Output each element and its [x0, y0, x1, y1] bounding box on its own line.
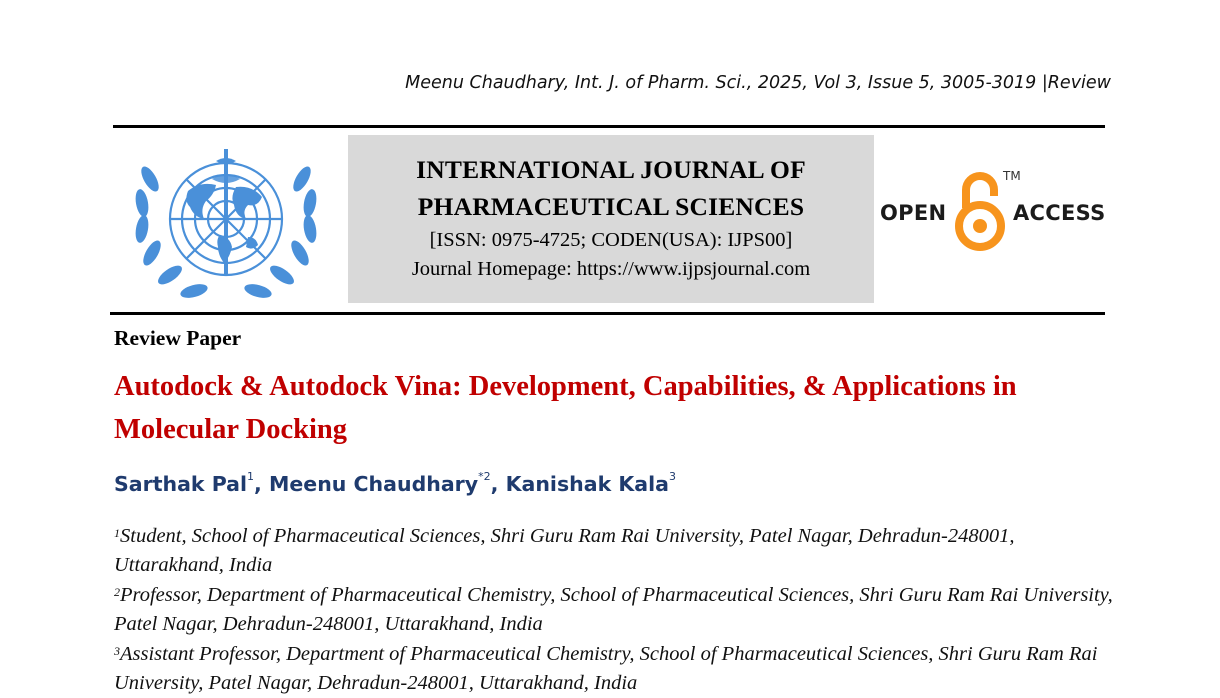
affiliation — [114, 522, 1114, 580]
running-header-citation: Meenu Chaudhary, Int. J. of Pharm. Sci., 2025, Vol 3, Issue 5, 3005-3019 |Review — [405, 73, 1111, 93]
open-access-logo — [880, 168, 1110, 252]
affiliation — [114, 640, 1114, 698]
author-separator: , — [490, 472, 506, 496]
author-name[interactable]: Sarthak Pal — [114, 472, 248, 496]
open-access-open-text: OPEN — [880, 201, 947, 225]
article-type: Review Paper — [114, 326, 242, 350]
author-list — [114, 472, 676, 496]
affiliation-text: Student, School of Pharmaceutical Sciences, Shri Guru Ram Rai University, Patel Nagar, Dehradun-248001, Uttarakhand, India — [114, 525, 1015, 576]
author-affiliation-mark: 3 — [668, 470, 676, 483]
journal-homepage-link[interactable]: Journal Homepage: https://www.ijpsjournal.com — [411, 258, 811, 280]
author-name[interactable]: Meenu Chaudhary — [268, 472, 479, 496]
header-rule-top — [113, 125, 1105, 128]
affiliation-number: 2 — [114, 585, 120, 599]
affiliation — [114, 581, 1114, 639]
journal-title-line2: PHARMACEUTICAL SCIENCES — [417, 192, 805, 221]
author-name[interactable]: Kanishak Kala — [505, 472, 669, 496]
open-access-lock-icon — [952, 168, 1008, 252]
author-affiliation-mark: *2 — [478, 470, 491, 483]
author-separator: , — [254, 472, 269, 496]
affiliation-number: 1 — [114, 526, 120, 540]
header-rule-bottom — [110, 312, 1105, 315]
affiliation-number: 3 — [114, 644, 120, 658]
journal-title-line1: INTERNATIONAL JOURNAL OF — [416, 155, 806, 184]
open-access-trademark: TM — [1003, 169, 1021, 183]
affiliation-text: Professor, Department of Pharmaceutical Chemistry, School of Pharmaceutical Sciences, Shri Guru Ram Rai University, Patel Nagar, Dehradun-248001, Uttarakhand, India — [114, 584, 1113, 635]
journal-masthead — [348, 135, 874, 303]
article-title: Autodock & Autodock Vina: Development, Capabilities, & Applications in Molecular Docking — [114, 371, 1017, 445]
journal-issn: [ISSN: 0975-4725; CODEN(USA): IJPS00] — [429, 229, 793, 251]
author-affiliation-mark: 1 — [247, 470, 255, 483]
affiliation-text: Assistant Professor, Department of Pharmaceutical Chemistry, School of Pharmaceutical Sciences, Shri Guru Ram Rai University, Patel Nagar, Dehradun-248001, Uttarakhand, India — [114, 643, 1098, 694]
open-access-access-text: ACCESS — [1013, 201, 1106, 225]
journal-emblem-logo — [128, 139, 324, 307]
